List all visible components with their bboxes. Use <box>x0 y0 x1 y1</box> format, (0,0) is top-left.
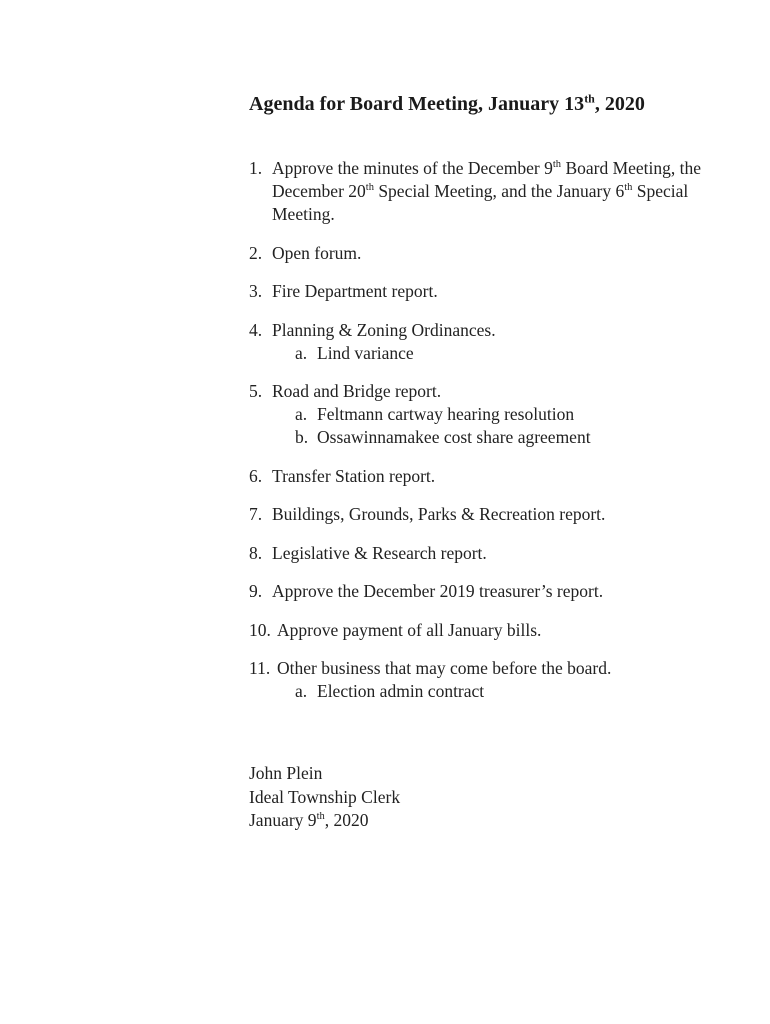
agenda-item-text-part: Special Meeting, and the January 6 <box>373 181 625 201</box>
agenda-subitem-letter: b. <box>295 427 309 447</box>
agenda-item-text-part: Board Meeting, the December 20 <box>272 158 702 201</box>
agenda-item-number: 10. <box>249 619 271 640</box>
agenda-subitem <box>249 680 749 703</box>
agenda-item-text-part: Approve the minutes of the December 9 <box>272 158 553 178</box>
agenda-item-7 <box>249 503 749 526</box>
agenda-item-text: Approve payment of all January bills. <box>277 619 542 640</box>
agenda-subitem <box>249 426 749 449</box>
signature-block <box>249 762 400 833</box>
signature-role: Ideal Township Clerk <box>249 786 401 807</box>
agenda-subitem-letter: a. <box>295 404 308 424</box>
agenda-item-11 <box>249 657 749 703</box>
agenda-item-10 <box>249 619 749 642</box>
agenda-subitem-text: Ossawinnamakee cost share agreement <box>317 427 591 447</box>
agenda-item-number: 6. <box>249 465 263 486</box>
ordinal-sup: th <box>316 811 325 823</box>
agenda-item-number: 9. <box>249 581 263 601</box>
agenda-item-text: Legislative & Research report. <box>272 542 487 563</box>
agenda-title-text: Agenda for Board Meeting, January 13 <box>249 93 585 115</box>
agenda-item-2 <box>249 242 749 265</box>
agenda-item-number: 5. <box>249 381 263 401</box>
agenda-list <box>249 157 749 719</box>
agenda-item-text <box>272 157 749 226</box>
agenda-item-text: Road and Bridge report. <box>272 381 442 401</box>
agenda-subitem <box>249 342 749 365</box>
agenda-item-text-part: Special Meeting. <box>272 181 689 224</box>
agenda-subitem-letter: a. <box>295 681 308 701</box>
agenda-subitem-text: Election admin contract <box>317 681 485 701</box>
agenda-item-number: 1. <box>249 158 263 178</box>
agenda-title <box>249 90 645 118</box>
agenda-item-text: Transfer Station report. <box>272 465 436 486</box>
agenda-item-9 <box>249 580 749 603</box>
agenda-item-number: 3. <box>249 281 263 301</box>
agenda-item-6 <box>249 465 749 488</box>
agenda-title-tail: , 2020 <box>594 93 645 115</box>
agenda-item-3 <box>249 280 749 303</box>
agenda-item-text: Fire Department report. <box>272 281 438 301</box>
ordinal-sup: th <box>624 182 633 194</box>
agenda-item-1 <box>249 157 749 226</box>
agenda-item-4 <box>249 319 749 365</box>
agenda-item-8 <box>249 542 749 565</box>
signature-date-tail: , 2020 <box>324 810 369 830</box>
agenda-item-text: Buildings, Grounds, Parks & Recreation report. <box>272 504 606 524</box>
ordinal-sup: th <box>552 159 562 171</box>
agenda-item-number: 7. <box>249 504 263 524</box>
signature-name: John Plein <box>249 763 323 783</box>
agenda-item-text: Other business that may come before the board. <box>277 658 612 678</box>
agenda-item-number: 2. <box>249 242 263 263</box>
ordinal-sup: th <box>365 182 374 194</box>
agenda-item-5 <box>249 380 749 449</box>
agenda-item-text: Approve the December 2019 treasurer’s report. <box>272 581 604 601</box>
agenda-subitem-text: Feltmann cartway hearing resolution <box>317 404 575 424</box>
agenda-item-number: 4. <box>249 319 263 340</box>
agenda-item-text: Planning & Zoning Ordinances. <box>272 319 496 340</box>
agenda-subitem <box>249 403 749 426</box>
agenda-subitem-text: Lind variance <box>317 342 414 363</box>
agenda-item-text: Open forum. <box>272 242 362 263</box>
agenda-title-sup: th <box>584 91 595 106</box>
agenda-subitem-letter: a. <box>295 342 308 363</box>
agenda-item-number: 11. <box>249 658 271 678</box>
agenda-item-number: 8. <box>249 542 263 563</box>
signature-date <box>249 809 400 833</box>
signature-date-text: January 9 <box>249 810 317 830</box>
